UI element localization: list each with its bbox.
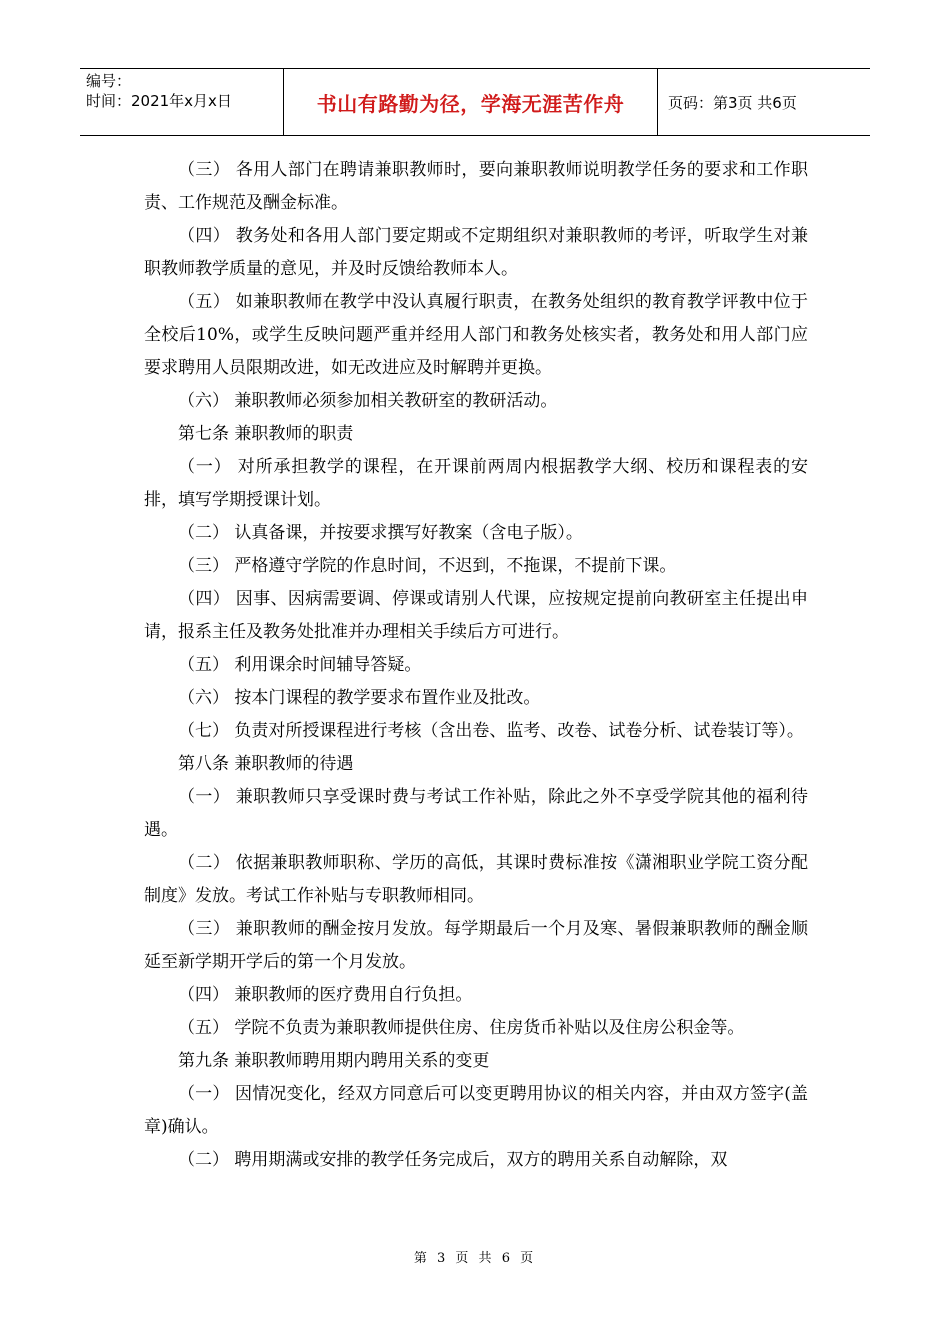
body-paragraph: （三） 严格遵守学院的作息时间，不迟到，不拖课，不提前下课。 (178, 556, 677, 576)
page-header (80, 68, 870, 136)
body-paragraph: （三） 各用人部门在聘请兼职教师时，要向兼职教师说明教学任务的要求和工作职责、工作规范及酬金标准。 (144, 160, 808, 213)
body-paragraph: （四） 因事、因病需要调、停课或请别人代课，应按规定提前向教研室主任提出申请，报系主任及教务处批准并办理相关手续后方可进行。 (144, 589, 808, 642)
body-paragraph: （二） 聘用期满或安排的教学任务完成后，双方的聘用关系自动解除，双 (178, 1150, 728, 1170)
body-paragraph: （一） 兼职教师只享受课时费与考试工作补贴，除此之外不享受学院其他的福利待遇。 (144, 787, 808, 840)
document-number-label: 编号： (86, 72, 132, 90)
body-paragraph: （七） 负责对所授课程进行考核（含出卷、监考、改卷、试卷分析、试卷装订等）。 (178, 721, 804, 741)
body-paragraph: （四） 兼职教师的医疗费用自行负担。 (178, 985, 473, 1005)
page-footer: 第 3 页 共 6 页 (413, 1251, 537, 1266)
body-paragraph: （一） 对所承担教学的课程，在开课前两周内根据教学大纲、校历和课程表的安排，填写学期授课计划。 (144, 457, 808, 510)
body-paragraph: （五） 学院不负责为兼职教师提供住房、住房货币补贴以及住房公积金等。 (178, 1018, 745, 1038)
body-paragraph: （二） 认真备课，并按要求撰写好教案（含电子版）。 (178, 523, 583, 543)
document-date-label: 时间：2021年x月x日 (86, 92, 232, 110)
body-paragraph: （一） 因情况变化，经双方同意后可以变更聘用协议的相关内容，并由双方签字(盖章)确认。 (144, 1084, 808, 1137)
body-paragraph: （五） 如兼职教师在教学中没认真履行职责，在教务处组织的教育教学评教中位于全校后10%，或学生反映问题严重并经用人部门和教务处核实者，教务处和用人部门应要求聘用人员限期改进，如无改进应及时解聘并更换。 (144, 292, 808, 378)
body-paragraph: 第七条 兼职教师的职责 (178, 424, 354, 444)
body-paragraph: （四） 教务处和各用人部门要定期或不定期组织对兼职教师的考评，听取学生对兼职教师教学质量的意见，并及时反馈给教师本人。 (144, 226, 808, 279)
body-paragraph: （六） 兼职教师必须参加相关教研室的教研活动。 (178, 391, 558, 411)
body-paragraph: 第八条 兼职教师的待遇 (178, 754, 354, 774)
body-paragraph: （六） 按本门课程的教学要求布置作业及批改。 (178, 688, 541, 708)
body-paragraph: （五） 利用课余时间辅导答疑。 (178, 655, 422, 675)
header-page-info: 页码：第3页 共6页 (668, 93, 797, 112)
body-paragraph: （三） 兼职教师的酬金按月发放。每学期最后一个月及寒、暑假兼职教师的酬金顺延至新学期开学后的第一个月发放。 (144, 919, 808, 972)
body-paragraph: （二） 依据兼职教师职称、学历的高低，其课时费标准按《潇湘职业学院工资分配制度》发放。考试工作补贴与专职教师相同。 (144, 853, 808, 906)
header-motto: 书山有路勤为径，学海无涯苦作舟 (284, 69, 658, 135)
body-paragraph: 第九条 兼职教师聘用期内聘用关系的变更 (178, 1051, 490, 1071)
header-meta (80, 69, 284, 135)
document-body (144, 154, 808, 1177)
